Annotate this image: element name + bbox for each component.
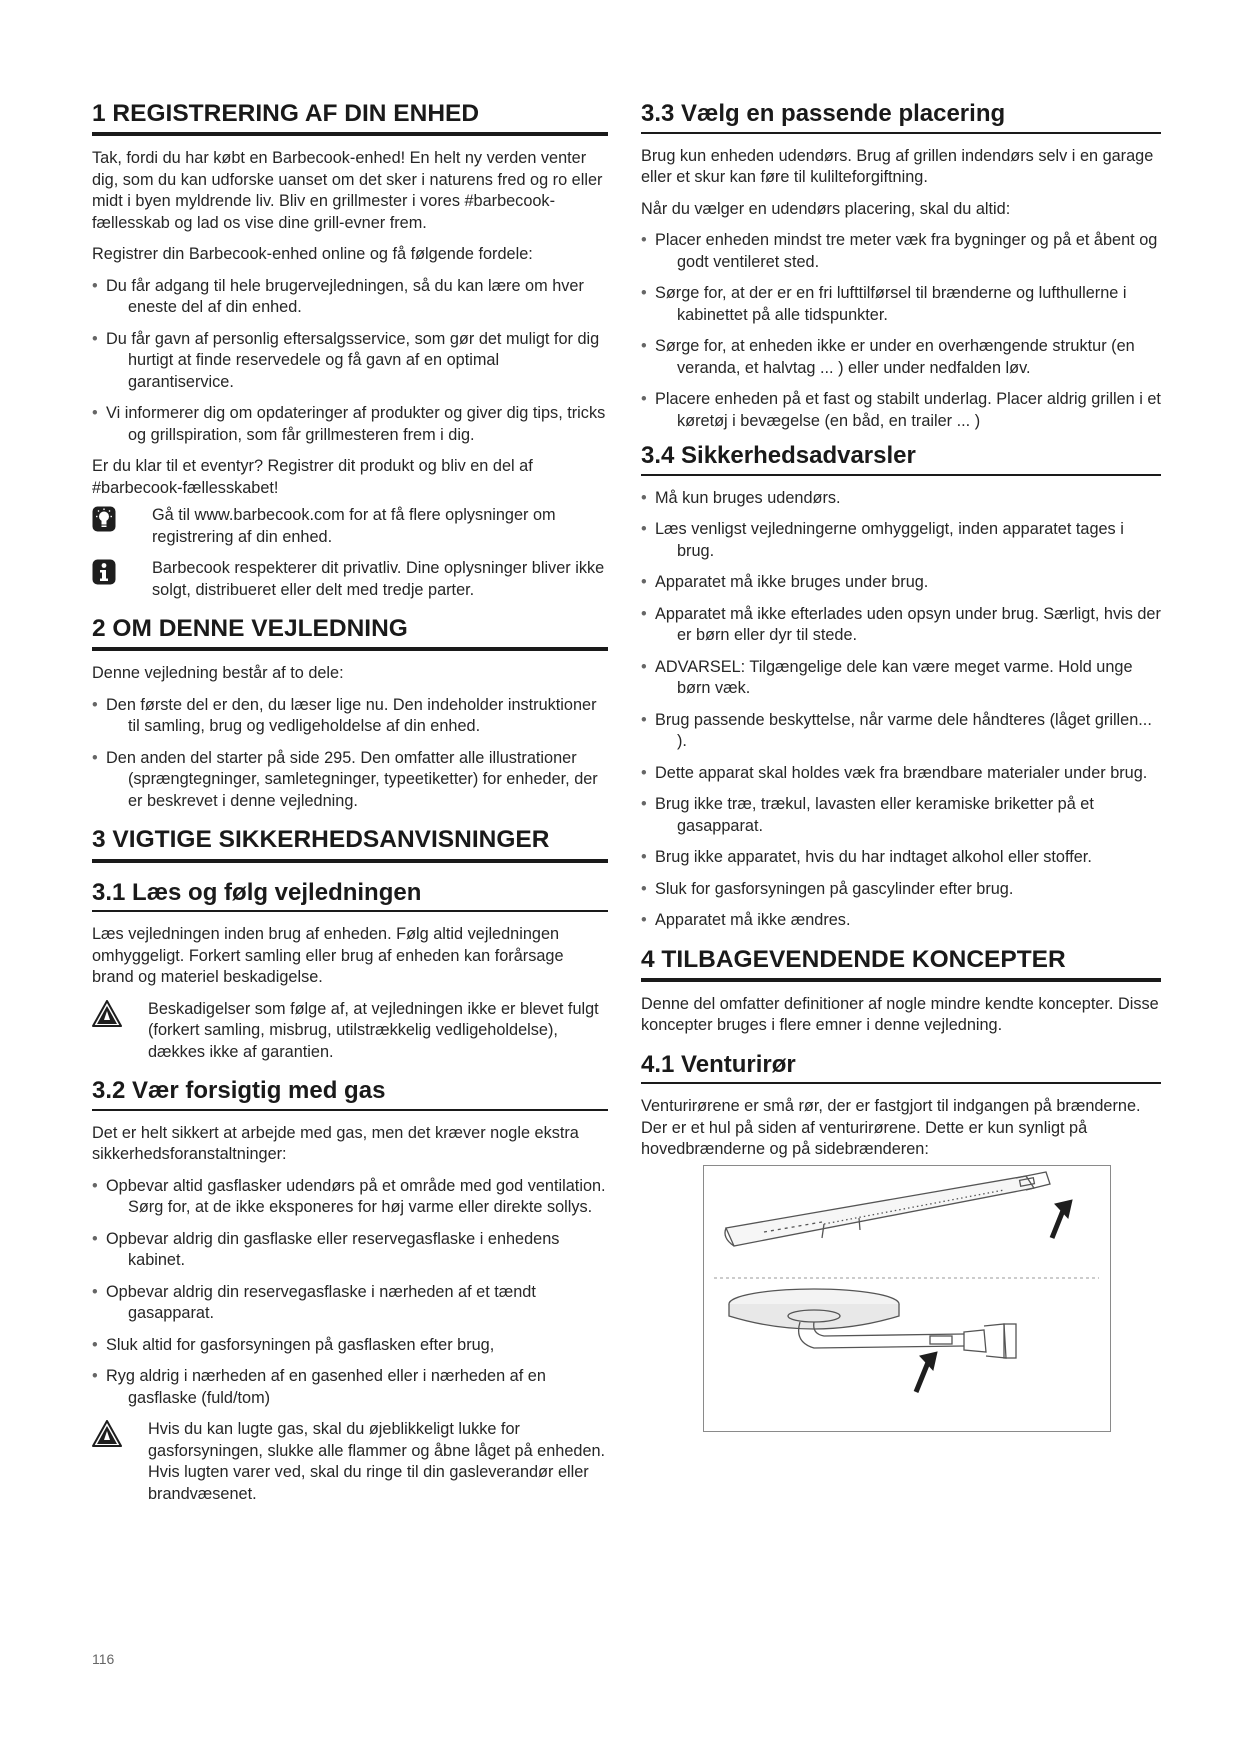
- warning-note-text: Beskadigelser som følge af, at vejledningen ikke er blevet fulgt (forkert samling, misbrug, utilstrækkelig vedligeholdelse), dækkes ikke af garantien.: [148, 999, 599, 1061]
- benefits-list: [92, 276, 608, 447]
- section-1-register-text: Registrer din Barbecook-enhed online og få følgende fordele:: [92, 245, 533, 264]
- section-4-text: Denne del omfatter definitioner af nogle mindre kendte koncepter. Disse koncepter bruges i flere emner i denne vejledning.: [641, 994, 1159, 1035]
- bullet-icon: •: [92, 276, 98, 295]
- list-item: • Apparatet må ikke bruges under brug.: [641, 572, 1161, 594]
- section-3-3-text: Brug kun enheden udendørs. Brug af grillen indendørs selv i en garage eller et skur kan føre til kulilteforgiftning.: [641, 146, 1154, 187]
- list-item: • Sluk for gasforsyningen på gascylinder efter brug.: [641, 879, 1161, 901]
- list-item: • Brug passende beskyttelse, når varme dele håndteres (låget grillen... ).: [641, 710, 1152, 751]
- lightbulb-icon: [92, 505, 152, 537]
- placement-list: [641, 230, 1161, 432]
- section-3-4-heading: 3.4 Sikkerhedsadvarsler: [641, 442, 1161, 476]
- list-item: • Ryg aldrig i nærheden af en gasenhed eller i nærheden af en gasflaske (fuld/tom): [92, 1367, 546, 1407]
- section-1-intro: Tak, fordi du har købt en Barbecook-enhed! En helt ny verden venter dig, som du kan udforske uanset om det sker i naturens fred og ro eller midt i byen myldrende liv. Bliv en grillmester i vores #barbecook-fællesskab og lad os vise dine grill-evner frem.: [92, 149, 603, 232]
- section-3-1-text: Læs vejledningen inden brug af enheden. Følg altid vejledningen omhyggeligt. Forkert samling eller brug af enheden kan forårsage brand og materiel beskadigelse.: [92, 925, 564, 987]
- list-item: • Opbevar aldrig din gasflaske eller reservegasflaske i enhedens kabinet.: [92, 1229, 560, 1270]
- list-item: • Du får gavn af personlig eftersalgsservice, som gør det muligt for dig hurtigt at finde reservedele og få gavn af en optimal garantiservice.: [92, 329, 600, 391]
- arrow-icon-bottom: [916, 1352, 937, 1392]
- warning-note: [92, 999, 608, 1064]
- left-column: [92, 100, 608, 1515]
- bullet-icon: •: [92, 695, 98, 714]
- list-item: • Dette apparat skal holdes væk fra brændbare materialer under brug.: [641, 763, 1161, 785]
- bullet-icon: •: [92, 1367, 98, 1386]
- section-4-1-text: Venturirørene er små rør, der er fastgjort til indgangen på brænderne. Der er et hul på siden af venturirørene. Dette er kun synligt på hovedbrænderne og på sidebrænderen:: [641, 1097, 1141, 1159]
- section-3-2-heading: 3.2 Vær forsigtig med gas: [92, 1077, 608, 1111]
- main-burner-tube: [725, 1172, 1050, 1246]
- venturi-figure: [703, 1165, 1111, 1432]
- bullet-icon: •: [641, 284, 647, 303]
- bullet-icon: •: [641, 337, 647, 356]
- list-item: • Den første del er den, du læser lige nu. Den indeholder instruktioner til samling, brug og vedligeholdelse af din enhed.: [92, 695, 597, 736]
- tip-note: [92, 505, 608, 548]
- section-2-heading: 2 OM DENNE VEJLEDNING: [92, 615, 608, 651]
- bullet-icon: •: [641, 848, 647, 867]
- bullet-icon: •: [92, 1176, 98, 1195]
- list-item: • Brug ikke apparatet, hvis du har indtaget alkohol eller stoffer.: [641, 847, 1161, 869]
- list-item: • Må kun bruges udendørs.: [641, 488, 1161, 510]
- side-burner: [729, 1289, 1016, 1358]
- section-4-1-heading: 4.1 Venturirør: [641, 1051, 1161, 1085]
- list-item: • Sørge for, at der er en fri lufttilførsel til brænderne og lufthullerne i kabinettet på alle tidspunkter.: [641, 284, 1127, 324]
- section-3-2-text: Det er helt sikkert at arbejde med gas, men det kræver nogle ekstra sikkerhedsforanstaltninger:: [92, 1123, 579, 1164]
- list-item: • Sluk altid for gasforsyningen på gasflasken efter brug,: [92, 1335, 608, 1357]
- list-item: • Apparatet må ikke efterlades uden opsyn under brug. Særligt, hvis der er børn eller dyr til stede.: [641, 604, 1161, 645]
- section-3-3-text-2: Når du vælger en udendørs placering, skal du altid:: [641, 199, 1011, 218]
- warning-icon: [92, 1419, 148, 1452]
- section-4-heading: 4 TILBAGEVENDENDE KONCEPTER: [641, 946, 1161, 982]
- list-item: • Opbevar altid gasflasker udendørs på et område med god ventilation. Sørg for, at de ikke eksponeres for høj varme eller direkte sollys.: [92, 1176, 606, 1217]
- bullet-icon: •: [641, 879, 647, 898]
- bullet-icon: •: [92, 1335, 98, 1354]
- info-icon: [92, 558, 152, 590]
- warning-icon: [92, 999, 148, 1032]
- bullet-icon: •: [641, 390, 647, 409]
- list-item: • ADVARSEL: Tilgængelige dele kan være meget varme. Hold unge børn væk.: [641, 657, 1133, 698]
- section-3-heading: 3 VIGTIGE SIKKERHEDSANVISNINGER: [92, 826, 608, 862]
- list-item: • Vi informerer dig om opdateringer af produkter og giver dig tips, tricks og grillspiration, som får grillmesteren frem i dig.: [92, 404, 606, 444]
- list-item: • Den anden del starter på side 295. Den omfatter alle illustrationer (sprængtegninger, samletegninger, typeetiketter) for enheder, der er beskrevet i denne vejledning.: [92, 748, 598, 810]
- list-item: • Du får adgang til hele brugervejledningen, så du kan lære om hver eneste del af din enhed.: [92, 276, 584, 317]
- list-item: • Apparatet må ikke ændres.: [641, 910, 1161, 932]
- bullet-icon: •: [641, 604, 647, 623]
- list-item: • Sørge for, at enheden ikke er under en overhængende struktur (en veranda, et halvtag ... ) eller under nedfalden løv.: [641, 337, 1135, 377]
- manual-parts-list: [92, 695, 608, 813]
- bullet-icon: •: [641, 911, 647, 930]
- bullet-icon: •: [641, 795, 647, 814]
- arrow-icon-top: [1052, 1200, 1072, 1238]
- gas-warning-text: Hvis du kan lugte gas, skal du øjeblikkeligt lukke for gasforsyningen, slukke alle flammer og åbne låget på enheden. Hvis lugten varer ved, skal du ringe til din gasleverandør eller brandvæsenet.: [148, 1420, 606, 1503]
- bullet-icon: •: [641, 657, 647, 676]
- bullet-icon: •: [92, 1282, 98, 1301]
- list-item: • Placere enheden på et fast og stabilt underlag. Placer aldrig grillen i et køretøj i bevægelse (en båd, en trailer ... ): [641, 390, 1161, 430]
- list-item: • Opbevar aldrig din reservegasflaske i nærheden af et tændt gasapparat.: [92, 1282, 536, 1323]
- bullet-icon: •: [641, 710, 647, 729]
- safety-warnings-list: [641, 488, 1161, 932]
- bullet-icon: •: [92, 329, 98, 348]
- bullet-icon: •: [92, 404, 98, 423]
- bullet-icon: •: [92, 1229, 98, 1248]
- venturi-illustration: [704, 1166, 1109, 1430]
- page-number: 116: [92, 1651, 115, 1667]
- list-item: • Brug ikke træ, trækul, lavasten eller keramiske briketter på et gasapparat.: [641, 795, 1094, 835]
- bullet-icon: •: [641, 488, 647, 507]
- bullet-icon: •: [641, 763, 647, 782]
- gas-warning-note: [92, 1419, 608, 1505]
- bullet-icon: •: [641, 231, 647, 250]
- info-note-text: Barbecook respekterer dit privatliv. Dine oplysninger bliver ikke solgt, distribueret eller delt med tredje parter.: [152, 559, 605, 599]
- section-1-heading: 1 REGISTRERING AF DIN ENHED: [92, 100, 608, 136]
- section-3-1-heading: 3.1 Læs og følg vejledningen: [92, 879, 608, 913]
- list-item: • Placer enheden mindst tre meter væk fra bygninger og på et åbent og godt ventileret sted.: [641, 231, 1158, 271]
- bullet-icon: •: [641, 573, 647, 592]
- right-column: [641, 100, 1161, 1432]
- list-item: • Læs venligst vejledningerne omhyggeligt, inden apparatet tages i brug.: [641, 520, 1124, 560]
- section-2-intro: Denne vejledning består af to dele:: [92, 664, 344, 683]
- section-1-cta: Er du klar til et eventyr? Registrer dit produkt og bliv en del af #barbecook-fællesskabet!: [92, 457, 533, 497]
- tip-note-text: Gå til www.barbecook.com for at få flere oplysninger om registrering af din enhed.: [152, 506, 556, 546]
- section-3-3-heading: 3.3 Vælg en passende placering: [641, 100, 1161, 134]
- gas-safety-list: [92, 1176, 608, 1410]
- info-note: [92, 558, 608, 601]
- bullet-icon: •: [92, 748, 98, 767]
- bullet-icon: •: [641, 520, 647, 539]
